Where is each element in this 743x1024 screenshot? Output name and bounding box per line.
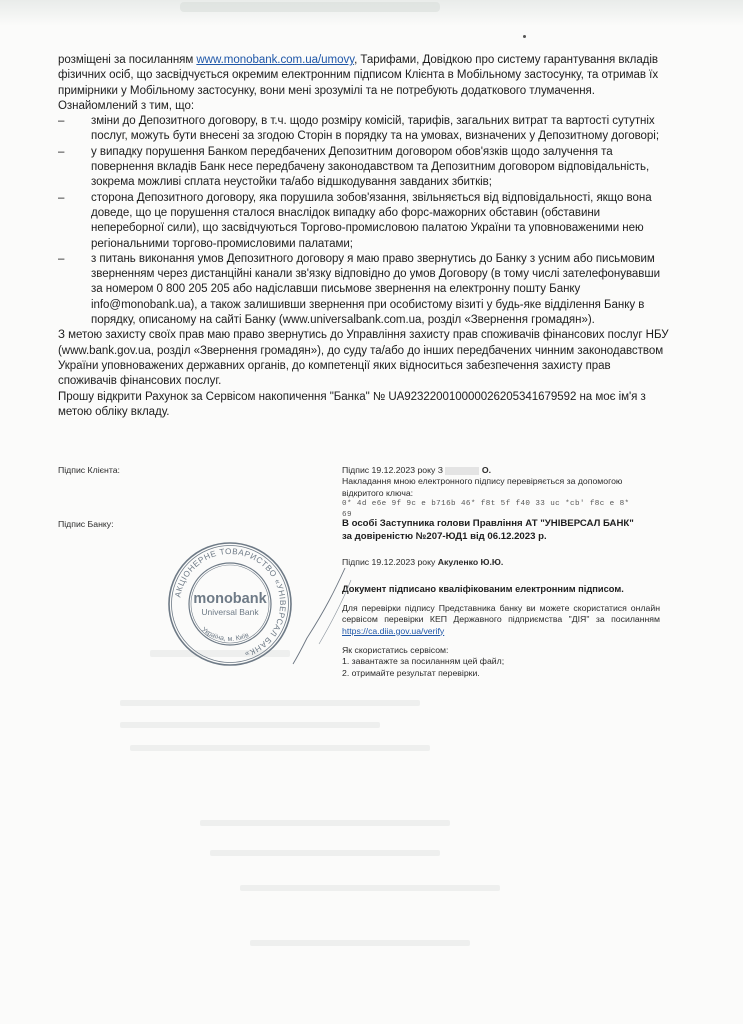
bullet-item <box>58 114 670 145</box>
bullet-text: зміни до Депозитного договору, в т.ч. щодо розміру комісій, тарифів, загальних витрат та вартості сутутніх послуг, можуть бути внесені за згодою Сторін в порядку та на умовах, визначених у Депозитному договорі; <box>91 115 659 143</box>
bullet-text: з питань виконання умов Депозитного договору я маю право звернутись до Банку з усним або письмовим зверненням через дистанційні канали зв'язку відповідно до умов Договору (в тому числі зателефонувавши за номером 0 800 205 205 або надіславши письмове звернення на електронну пошту Банку info@monobank.ua), а також залишивши звернення при особистому візиті у будь-яке відділення Банку в порядку, описаному на сайті Банку (www.universalbank.com.ua, розділ «Звернення громадян»). <box>91 252 660 327</box>
bullet-item <box>58 145 670 191</box>
bleed-through-ghost <box>180 2 440 12</box>
step-1: 1. завантажте за посиланням цей файл; <box>342 656 505 667</box>
public-key: 0* 4d e6e 9f 9c e b716b 46* f8t 5f f40 33 uc *cb' f8c e 8* 69 <box>342 499 630 520</box>
client-signed-date: Підпис 19.12.2023 року З <box>342 465 444 475</box>
bank-stamp <box>166 540 294 668</box>
dash-marker: – <box>58 145 65 158</box>
bleed-through-mark <box>120 722 380 728</box>
client-signature-label: Підпис Клієнта: <box>58 465 120 475</box>
how-to-block <box>342 645 660 679</box>
dash-marker: – <box>58 115 65 128</box>
bullet-item <box>58 252 670 328</box>
bleed-through-mark <box>210 850 440 856</box>
bleed-through-mark <box>250 940 470 946</box>
bullet-item <box>58 191 670 252</box>
stamp-bottom-text: Україна, м. Київ <box>200 626 251 643</box>
verify-instructions <box>342 603 660 637</box>
bank-signed-line <box>342 557 642 568</box>
stamp-brand: monobank <box>193 591 267 607</box>
bleed-through-mark <box>200 820 450 826</box>
bank-signed-date: Підпис 19.12.2023 року <box>342 557 436 567</box>
terms-text: розміщені за посиланням <box>58 54 197 66</box>
account-request: Прошу відкрити Рахунок за Сервісом накопичення "Банка" № UA923220010000026205341679592 на моє ім'я з метою обліку вкладу. <box>58 390 646 418</box>
client-signed-line <box>342 465 642 476</box>
bleed-through-mark <box>240 885 500 891</box>
protection-paragraph: З метою захисту своїх прав маю право звернутись до Управління захисту прав споживачів фінансових послуг НБУ (www.bank.gov.ua, розділ «Звернення громадян»), до суду та/або до інших передбачених чинним законодавством України уповноважених державних органів, до компетенції яких відноситься забезпечення захисту прав споживачів фінансових послуг. <box>58 329 669 388</box>
diia-verify-link[interactable]: https://ca.diia.gov.ua/verify <box>342 625 445 636</box>
redaction-mark <box>445 467 479 475</box>
bank-signature-label: Підпис Банку: <box>58 519 114 529</box>
stamp-ring-text: АКЦІОНЕРНЕ ТОВАРИСТВО «УНІВЕРСАЛ БАНК» <box>173 546 288 659</box>
client-signature-block <box>342 465 642 521</box>
dash-marker: – <box>58 191 65 204</box>
umovy-link[interactable]: www.monobank.com.ua/umovy <box>196 54 355 66</box>
power-of-attorney-line: за довіреністю №207-ЮД1 від 06.12.2023 р. <box>342 530 547 542</box>
qualified-signature-note: Документ підписано кваліфікованим електронним підписом. <box>342 584 624 594</box>
scan-top-edge <box>0 0 743 26</box>
acknowledged-heading: Ознайомлений з тим, що: <box>58 99 194 112</box>
bleed-through-mark <box>120 700 420 706</box>
representative-line: В особі Заступника голови Правління АТ "УНІВЕРСАЛ БАНК" <box>342 518 634 529</box>
handwritten-signature <box>285 560 375 670</box>
stamp-sub: Universal Bank <box>201 607 259 617</box>
verify-text: Для перевірки підпису Представника банку ви можете скористатися онлайн сервісом перевірки КЕП Державного підприємства "ДІЯ" за посиланням <box>342 603 660 625</box>
bleed-through-mark <box>130 745 430 751</box>
terms-paragraph <box>58 53 670 99</box>
scan-speck <box>523 35 526 38</box>
bank-signer-name: Акуленко Ю.Ю. <box>437 557 504 567</box>
terms-text-continued: , Тарифами, Довідкою про систему гарантування вкладів фізичних осіб, що засвідчується окремим електронним підписом Клієнта в Мобільному застосунку, та отримав їх примірники у Мобільному застосунку, вони мені зрозумілі та не потребують додаткового тлумачення. <box>58 54 659 97</box>
document-body <box>58 53 670 420</box>
bank-representative <box>342 518 662 543</box>
client-name: О. <box>481 465 492 475</box>
key-note: Накладання мною електронного підпису перевіряється за допомогою відкритого ключа: <box>342 476 623 498</box>
dash-marker: – <box>58 252 65 265</box>
bullet-text: у випадку порушення Банком передбачених Депозитним договором обов'язків щодо залучення та повернення вкладів Банк несе передбачену законодавством та Депозитним договором відповідальність, зокрема можливі сплата неустойки та/або відшкодування завданих збитків; <box>91 145 650 189</box>
bullet-text: сторона Депозитного договору, яка порушила зобов'язання, звільняється від відповідальності, якщо вона доведе, що це порушення сталося внаслідок випадку або форс-мажорних обставин (обставини непереборної сили), що засвідчуються Торгово-промисловою палатою України та уповноваженими нею регіональними торгово-промисловими палатами; <box>91 191 652 250</box>
how-to-heading: Як скористатись сервісом: <box>342 645 449 655</box>
step-2: 2. отримайте результат перевірки. <box>342 667 480 678</box>
